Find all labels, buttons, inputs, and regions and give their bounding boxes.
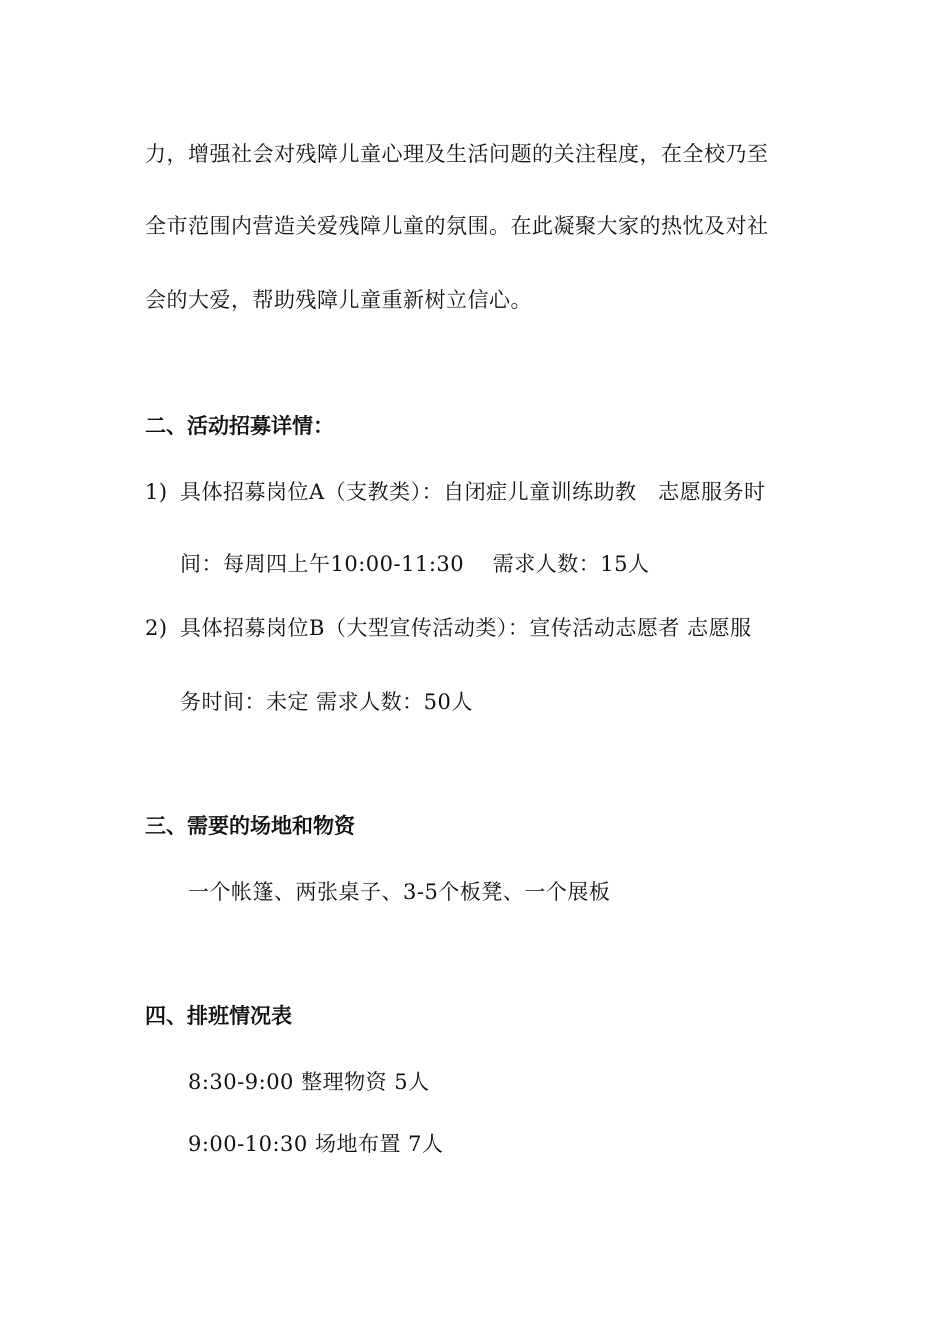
schedule-row: 9:00-10:30 场地布置 7人 [188, 1132, 444, 1156]
paragraph-line-1: 力，增强社会对残障儿童心理及生活问题的关注程度，在全校乃至 [145, 142, 769, 166]
section-heading-recruitment: 二、活动招募详情： [145, 414, 334, 438]
section-heading-schedule: 四、排班情况表 [145, 1004, 292, 1028]
list-item-line-2: 间：每周四上午10:00-11:30 需求人数：15人 [180, 552, 650, 576]
schedule-row: 8:30-9:00 整理物资 5人 [188, 1070, 430, 1094]
list-item-line-1: 具体招募岗位B（大型宣传活动类）：宣传活动志愿者 志愿服 [180, 616, 752, 640]
paragraph-line-3: 会的大爱，帮助残障儿童重新树立信心。 [145, 288, 532, 312]
list-item-marker: 1) [145, 480, 168, 504]
list-item-line-1: 具体招募岗位A（支教类）：自闭症儿童训练助教 志愿服务时 [180, 480, 766, 504]
section-heading-materials: 三、需要的场地和物资 [145, 814, 355, 838]
paragraph-line-2: 全市范围内营造关爱残障儿童的氛围。在此凝聚大家的热忱及对社 [145, 214, 769, 238]
list-item-line-2: 务时间：未定 需求人数：50人 [180, 690, 473, 714]
materials-text: 一个帐篷、两张桌子、3-5个板凳、一个展板 [188, 880, 611, 904]
list-item-marker: 2) [145, 616, 168, 640]
